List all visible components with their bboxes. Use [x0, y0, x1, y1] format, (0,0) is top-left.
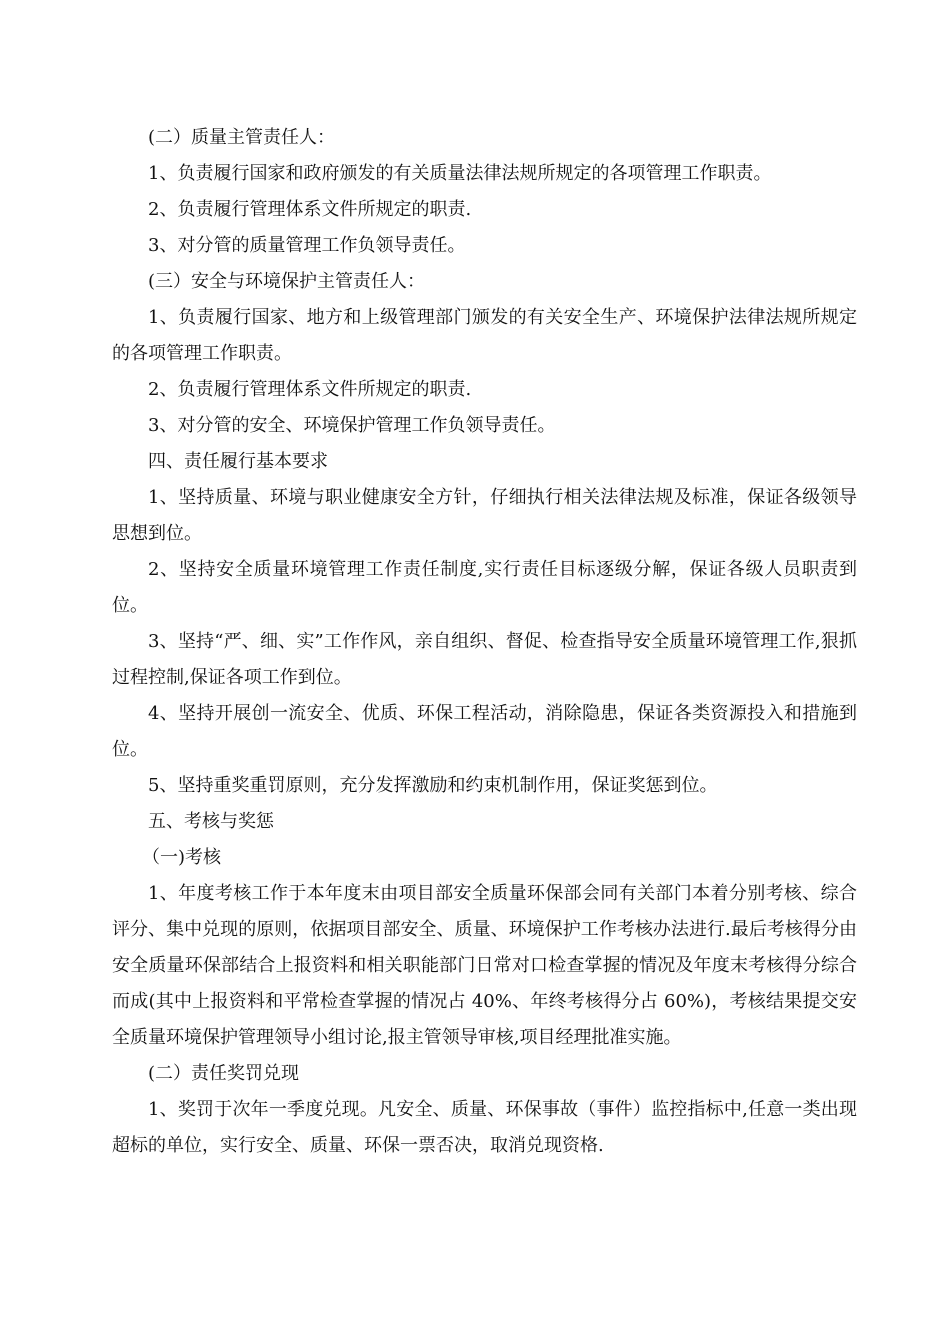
section-heading-safety-env-supervisor: (三）安全与环境保护主管责任人： — [148, 271, 426, 292]
section-heading-quality-supervisor: (二）质量主管责任人： — [148, 127, 336, 148]
paragraph: 1、奖罚于次年一季度兑现。凡安全、质量、环保事故（事件）监控指标中,任意一类出现超标的单位，实行安全、质量、环保一票否决，取消兑现资格. — [112, 1099, 857, 1156]
section-heading-assessment: 五、考核与奖惩 — [148, 811, 274, 832]
subsection-heading-rewards: (二）责任奖罚兑现 — [148, 1063, 300, 1084]
paragraph: 1、负责履行国家和政府颁发的有关质量法律法规所规定的各项管理工作职责。 — [148, 163, 772, 184]
paragraph: 3、对分管的质量管理工作负领导责任。 — [148, 235, 466, 256]
paragraph: 2、负责履行管理体系文件所规定的职责. — [148, 199, 472, 220]
section-heading-basic-requirements: 四、责任履行基本要求 — [148, 451, 328, 472]
paragraph: 3、坚持“严、细、实”工作作风，亲自组织、督促、检查指导安全质量环境管理工作,狠抓过程控制,保证各项工作到位。 — [112, 631, 857, 688]
paragraph: 3、对分管的安全、环境保护管理工作负领导责任。 — [148, 415, 556, 436]
paragraph: 2、坚持安全质量环境管理工作责任制度,实行责任目标逐级分解，保证各级人员职责到位。 — [112, 559, 857, 616]
paragraph: 1、负责履行国家、地方和上级管理部门颁发的有关安全生产、环境保护法律法规所规定的各项管理工作职责。 — [112, 307, 857, 364]
subsection-heading-assessment: （一)考核 — [142, 847, 222, 868]
paragraph: 2、负责履行管理体系文件所规定的职责. — [148, 379, 472, 400]
paragraph: 1、坚持质量、环境与职业健康安全方针，仔细执行相关法律法规及标准，保证各级领导思想到位。 — [112, 487, 857, 544]
paragraph: 1、年度考核工作于本年度末由项目部安全质量环保部会同有关部门本着分别考核、综合评分、集中兑现的原则，依据项目部安全、质量、环境保护工作考核办法进行.最后考核得分由安全质量环保部结合上报资料和相关职能部门日常对口检查掌握的情况及年度末考核得分综合而成(其中上报资料和平常检查掌握的情况占 40%、年终考核得分占 60%)，考核结果提交安全质量环境保护管理领导小组讨论,报主管领导审核,项目经理批准实施。 — [112, 883, 857, 1048]
document-body — [112, 120, 857, 1164]
paragraph: 5、坚持重奖重罚原则，充分发挥激励和约束机制作用，保证奖惩到位。 — [148, 775, 718, 796]
paragraph: 4、坚持开展创一流安全、优质、环保工程活动，消除隐患，保证各类资源投入和措施到位。 — [112, 703, 857, 760]
